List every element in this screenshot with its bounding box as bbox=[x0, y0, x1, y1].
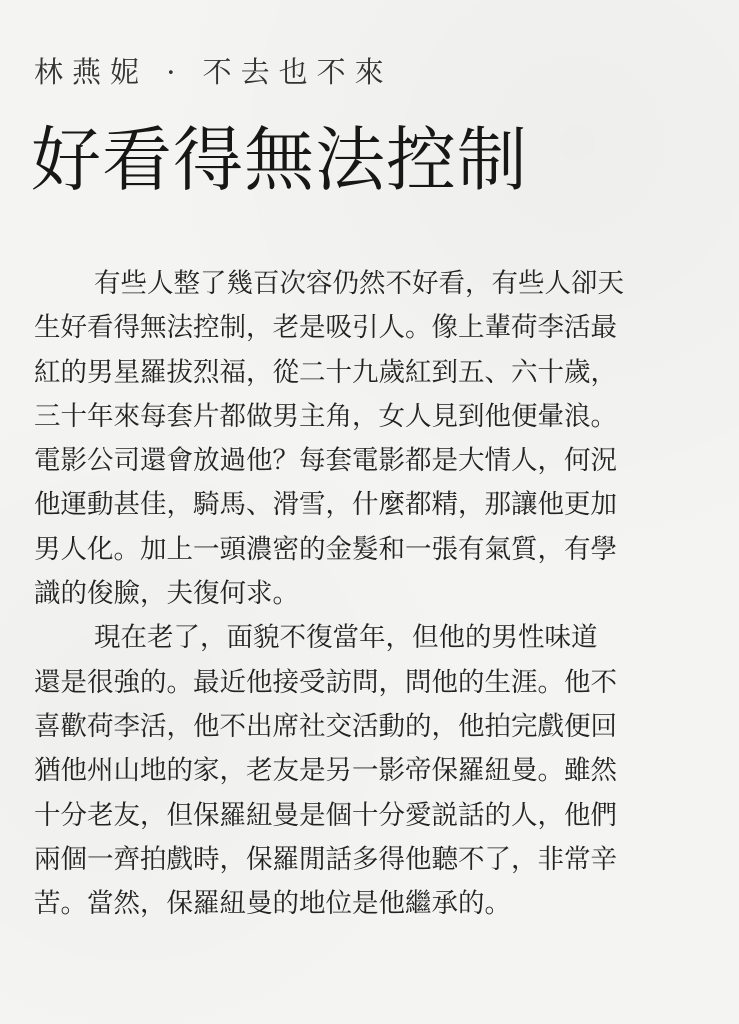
paragraph-line: 苦。當然，保羅紐曼的地位是他繼承的。 bbox=[34, 888, 511, 920]
paragraph-line: 男人化。加上一頭濃密的金髮和一張有氣質，有學 bbox=[34, 533, 617, 565]
paragraph-line: 電影公司還會放過他？每套電影都是大情人，何況 bbox=[34, 445, 617, 477]
paragraph-line: 三十年來每套片都做男主角，女人見到他便暈浪。 bbox=[34, 400, 617, 432]
paragraph-line: 十分老友，但保羅紐曼是個十分愛説話的人，他們 bbox=[34, 799, 617, 831]
article-title: 好看得無法控制 bbox=[31, 119, 528, 201]
paragraph-line: 他運動甚佳，騎馬、滑雪，什麼都精，那讓他更加 bbox=[34, 489, 617, 521]
paragraph-line: 還是很強的。最近他接受訪問，問他的生涯。他不 bbox=[34, 666, 617, 698]
paragraph-line: 紅的男星羅拔烈福，從二十九歲紅到五、六十歲， bbox=[34, 356, 617, 388]
article-body bbox=[34, 262, 710, 926]
byline: 林燕妮 · 不去也不來 bbox=[34, 55, 393, 89]
paragraph-line: 有些人整了幾百次容仍然不好看，有些人卻天 bbox=[94, 268, 624, 299]
paragraph-line: 生好看得無法控制，老是吸引人。像上輩荷李活最 bbox=[34, 312, 617, 344]
paragraph-line: 喜歡荷李活，他不出席社交活動的，他拍完戲便回 bbox=[34, 710, 617, 742]
paragraph-line: 兩個一齊拍戲時，保羅閒話多得他聽不了，非常辛 bbox=[34, 843, 617, 875]
paragraph-1 bbox=[34, 262, 710, 616]
paragraph-line: 識的俊臉，夫復何求。 bbox=[34, 578, 299, 610]
paragraph-line: 現在老了，面貌不復當年，但他的男性味道 bbox=[94, 622, 598, 654]
paragraph-2 bbox=[34, 616, 710, 926]
paragraph-line: 猶他州山地的家，老友是另一影帝保羅紐曼。雖然 bbox=[34, 755, 617, 787]
